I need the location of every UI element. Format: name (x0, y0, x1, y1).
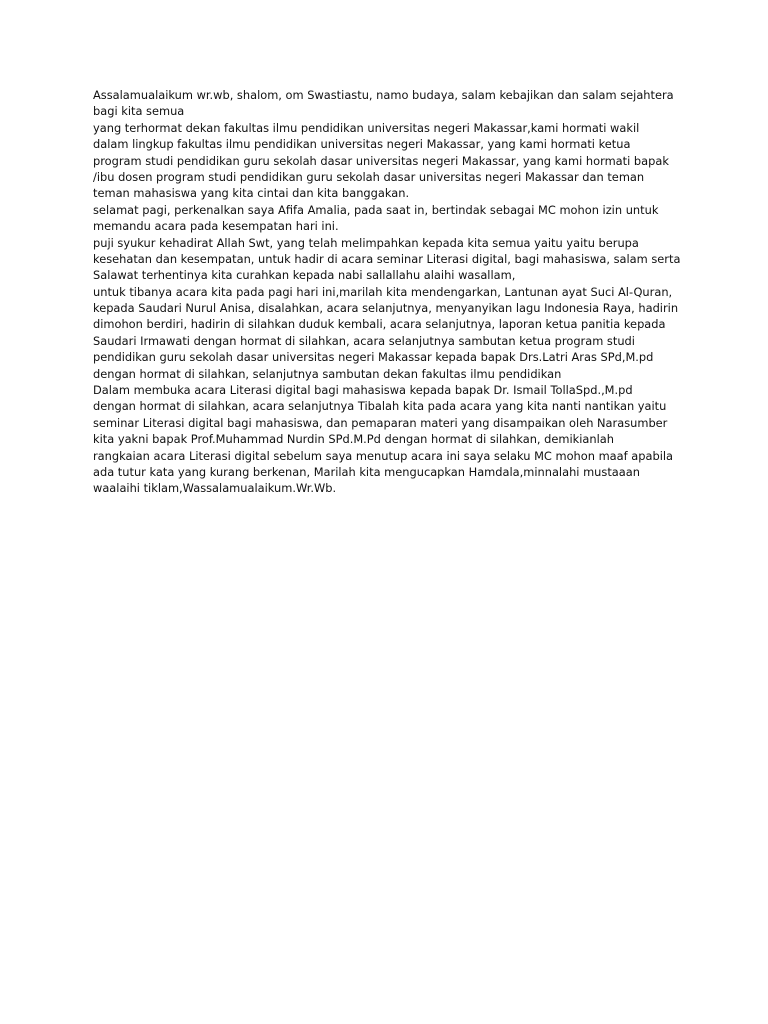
text-line: dengan hormat di silahkan, selanjutnya sambutan dekan fakultas ilmu pendidikan (93, 366, 562, 381)
text-line: waalaihi tiklam,Wassalamualaikum.Wr.Wb. (93, 481, 337, 496)
text-line: seminar Literasi digital bagi mahasiswa, dan pemaparan materi yang disampaikan oleh Narasumber (93, 415, 668, 430)
text-line: teman mahasiswa yang kita cintai dan kita banggakan. (93, 186, 410, 201)
text-line: dengan hormat di silahkan, acara selanjutnya Tibalah kita pada acara yang kita nanti nantikan yaitu (93, 399, 667, 414)
text-line: kesehatan dan kesempatan, untuk hadir di acara seminar Literasi digital, bagi mahasiswa, salam serta (93, 251, 681, 266)
text-line: puji syukur kehadirat Allah Swt, yang telah melimpahkan kepada kita semua yaitu yaitu berupa (93, 235, 639, 250)
text-line: kita yakni bapak Prof.Muhammad Nurdin SPd.M.Pd dengan hormat di silahkan, demikianlah (93, 432, 614, 447)
text-line: yang terhormat dekan fakultas ilmu pendidikan universitas negeri Makassar,kami hormati wakil (93, 120, 640, 135)
text-line: dimohon berdiri, hadirin di silahkan duduk kembali, acara selanjutnya, laporan ketua panitia kepada (93, 317, 666, 332)
text-line: Saudari Irmawati dengan hormat di silahkan, acara selanjutnya sambutan ketua program studi (93, 333, 635, 348)
text-line: untuk tibanya acara kita pada pagi hari ini,marilah kita mendengarkan, Lantunan ayat Suci Al-Quran, (93, 284, 673, 299)
text-line: rangkaian acara Literasi digital sebelum saya menutup acara ini saya selaku MC mohon maaf apabila (93, 448, 674, 463)
text-line: /ibu dosen program studi pendidikan guru sekolah dasar universitas negeri Makassar dan teman (93, 169, 645, 184)
text-line: kepada Saudari Nurul Anisa, disalahkan, acara selanjutnya, menyanyikan lagu Indonesia Raya, hadirin (93, 301, 679, 316)
text-line: pendidikan guru sekolah dasar universitas negeri Makassar kepada bapak Drs.Latri Aras SPd,M.pd (93, 350, 654, 365)
text-line: selamat pagi, perkenalkan saya Afifa Amalia, pada saat in, bertindak sebagai MC mohon izin untuk (93, 202, 659, 217)
text-line: Salawat terhentinya kita curahkan kepada nabi sallallahu alaihi wasallam, (93, 268, 516, 283)
text-line: Dalam membuka acara Literasi digital bagi mahasiswa kepada bapak Dr. Ismail TollaSpd.,M.pd (93, 383, 633, 398)
text-line: memandu acara pada kesempatan hari ini. (93, 219, 339, 234)
text-line: bagi kita semua (93, 104, 185, 119)
text-line: Assalamualaikum wr.wb, shalom, om Swastiastu, namo budaya, salam kebajikan dan salam sejahtera (93, 88, 674, 102)
text-line: program studi pendidikan guru sekolah dasar universitas negeri Makassar, yang kami hormati bapak (93, 153, 669, 168)
text-line: ada tutur kata yang kurang berkenan, Marilah kita mengucapkan Hamdala,minnalahi mustaaan (93, 464, 640, 479)
document-body (93, 87, 713, 497)
text-line: dalam lingkup fakultas ilmu pendidikan universitas negeri Makassar, yang kami hormati ketua (93, 137, 631, 152)
